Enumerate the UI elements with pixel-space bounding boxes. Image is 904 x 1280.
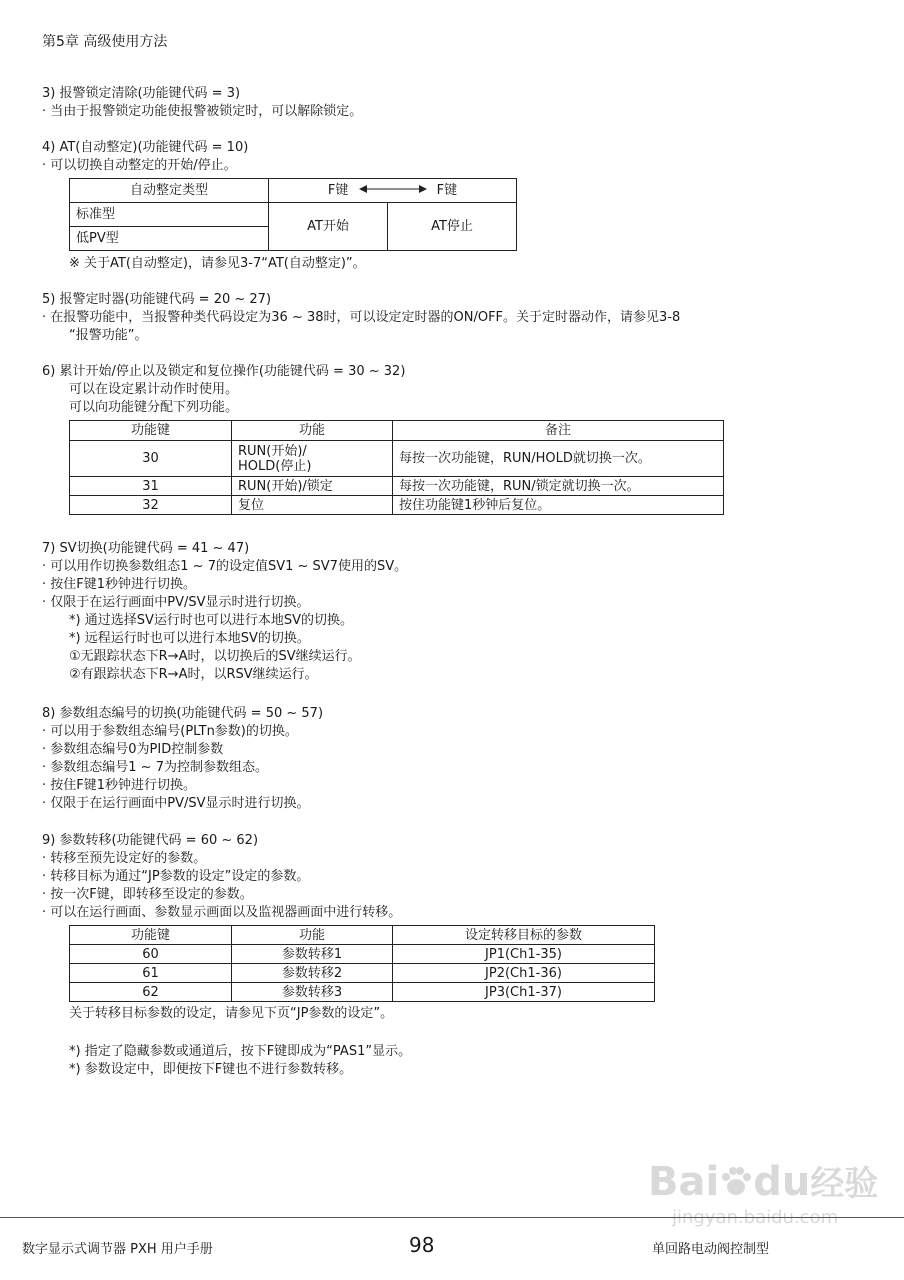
jump-header-func: 功能 xyxy=(232,926,393,945)
at-table-header-type: 自动整定类型 xyxy=(70,179,269,203)
totalizer-row-key: 31 xyxy=(70,477,232,496)
section-7-heading: 7) SV切换(功能键代码 = 41 ~ 47) xyxy=(42,541,250,556)
jump-header-key: 功能键 xyxy=(70,926,232,945)
at-stop-cell: AT停止 xyxy=(388,203,517,251)
section-8-heading: 8) 参数组态编号的切换(功能键代码 = 50 ~ 57) xyxy=(42,706,324,721)
chapter-header: 第5章 高级使用方法 xyxy=(42,34,168,50)
section-8-bullet: · 参数组态编号0为PID控制参数 xyxy=(42,742,224,757)
section-4-note: ※ 关于AT(自动整定)，请参见3-7“AT(自动整定)”。 xyxy=(69,256,366,271)
header-rule xyxy=(42,52,862,53)
section-5-bullet: · 在报警功能中，当报警种类代码设定为36 ~ 38时，可以设定定时器的ON/OFF。关于定时器动作，请参见3-8 xyxy=(42,310,681,325)
jump-row-target: JP2(Ch1-36) xyxy=(393,964,655,983)
section-7-bullet: · 按住F键1秒钟进行切换。 xyxy=(42,577,197,592)
footer-model-type: 单回路电动阀控制型 xyxy=(652,1242,770,1257)
jump-row-func: 参数转移1 xyxy=(232,945,393,964)
section-7-note: *) 远程运行时也可以进行本地SV的切换。 xyxy=(69,631,310,646)
jump-header-target: 设定转移目标的参数 xyxy=(393,926,655,945)
totalizer-row-note: 每按一次功能键，RUN/锁定就切换一次。 xyxy=(393,477,724,496)
section-4-bullet: · 可以切换自动整定的开始/停止。 xyxy=(42,158,237,173)
section-8-bullet: · 按住F键1秒钟进行切换。 xyxy=(42,778,197,793)
footer-manual-title: 数字显示式调节器 PXH 用户手册 xyxy=(22,1242,213,1257)
section-6-line-1: 可以在设定累计动作时使用。 xyxy=(69,382,239,397)
totalizer-row-note: 每按一次功能键，RUN/HOLD就切换一次。 xyxy=(393,441,724,477)
section-7-bullet: · 可以用作切换参数组态1 ~ 7的设定值SV1 ~ SV7使用的SV。 xyxy=(42,559,408,574)
section-9-bullet: · 可以在运行画面、参数显示画面以及监视器画面中进行转移。 xyxy=(42,905,402,920)
section-9-bullet: · 转移至预先设定好的参数。 xyxy=(42,851,207,866)
totalizer-row-func: 复位 xyxy=(232,496,393,515)
section-4-heading: 4) AT(自动整定)(功能键代码 = 10) xyxy=(42,140,249,155)
watermark-brand-cn: 经验 xyxy=(810,1164,879,1204)
jump-row-key: 61 xyxy=(70,964,232,983)
paw-icon xyxy=(719,1164,753,1198)
totalizer-header-func: 功能 xyxy=(232,421,393,441)
watermark-brand-a: Bai xyxy=(648,1159,720,1205)
section-7-note: ②有跟踪状态下R→A时，以RSV继续运行。 xyxy=(69,667,318,682)
section-9-note: *) 指定了隐藏参数或通道后，按下F键即成为“PAS1”显示。 xyxy=(69,1044,412,1059)
section-9-note: *) 参数设定中，即便按下F键也不进行参数转移。 xyxy=(69,1062,353,1077)
section-9-bullet: · 按一次F键，即转移至设定的参数。 xyxy=(42,887,253,902)
totalizer-table xyxy=(69,420,724,515)
section-9-after-text: 关于转移目标参数的设定，请参见下页“JP参数的设定”。 xyxy=(69,1006,394,1021)
baidu-watermark xyxy=(648,1160,878,1206)
section-8-bullet: · 参数组态编号1 ~ 7为控制参数组态。 xyxy=(42,760,268,775)
totalizer-row-func-line: RUN(开始)/ xyxy=(238,443,307,459)
totalizer-row-func: RUN(开始)/锁定 xyxy=(232,477,393,496)
at-table-header-fkeys xyxy=(269,179,517,203)
page-number: 98 xyxy=(409,1233,435,1257)
section-6-line-2: 可以向功能键分配下列功能。 xyxy=(69,400,239,415)
totalizer-row-note: 按住功能键1秒钟后复位。 xyxy=(393,496,724,515)
section-7-bullet: · 仅限于在运行画面中PV/SV显示时进行切换。 xyxy=(42,595,310,610)
section-9-heading: 9) 参数转移(功能键代码 = 60 ~ 62) xyxy=(42,833,259,848)
section-5-bullet-cont: “报警功能”。 xyxy=(69,328,148,343)
at-table xyxy=(69,178,517,251)
watermark-url: jingyan.baidu.com xyxy=(672,1207,839,1228)
section-7-note: ①无跟踪状态下R→A时，以切换后的SV继续运行。 xyxy=(69,649,361,664)
totalizer-row-key: 32 xyxy=(70,496,232,515)
watermark-brand-b: du xyxy=(753,1159,811,1205)
totalizer-row-func-line: HOLD(停止) xyxy=(238,458,312,474)
f-key-label-right: F键 xyxy=(436,183,458,198)
section-3-heading: 3) 报警锁定清除(功能键代码 = 3) xyxy=(42,86,241,101)
section-7-note: *) 通过选择SV运行时也可以进行本地SV的切换。 xyxy=(69,613,353,628)
section-5-heading: 5) 报警定时器(功能键代码 = 20 ~ 27) xyxy=(42,292,272,307)
section-6-heading: 6) 累计开始/停止以及锁定和复位操作(功能键代码 = 30 ~ 32) xyxy=(42,364,406,379)
jump-row-func: 参数转移3 xyxy=(232,983,393,1002)
section-3-bullet: · 当由于报警锁定功能使报警被锁定时，可以解除锁定。 xyxy=(42,104,363,119)
double-arrow-icon xyxy=(359,183,427,198)
section-8-bullet: · 可以用于参数组态编号(PLTn参数)的切换。 xyxy=(42,724,298,739)
at-start-cell: AT开始 xyxy=(269,203,388,251)
totalizer-header-key: 功能键 xyxy=(70,421,232,441)
jump-row-target: JP1(Ch1-35) xyxy=(393,945,655,964)
f-key-label-left: F键 xyxy=(327,183,349,198)
jump-table xyxy=(69,925,655,1002)
totalizer-row-func xyxy=(232,441,393,477)
section-9-bullet: · 转移目标为通过“JP参数的设定”设定的参数。 xyxy=(42,869,310,884)
jump-row-key: 62 xyxy=(70,983,232,1002)
at-type-low-pv: 低PV型 xyxy=(70,227,269,251)
section-8-bullet: · 仅限于在运行画面中PV/SV显示时进行切换。 xyxy=(42,796,310,811)
at-type-standard: 标准型 xyxy=(70,203,269,227)
jump-row-func: 参数转移2 xyxy=(232,964,393,983)
totalizer-row-key: 30 xyxy=(70,441,232,477)
footer-rule xyxy=(0,1217,904,1218)
jump-row-target: JP3(Ch1-37) xyxy=(393,983,655,1002)
totalizer-header-note: 备注 xyxy=(393,421,724,441)
jump-row-key: 60 xyxy=(70,945,232,964)
